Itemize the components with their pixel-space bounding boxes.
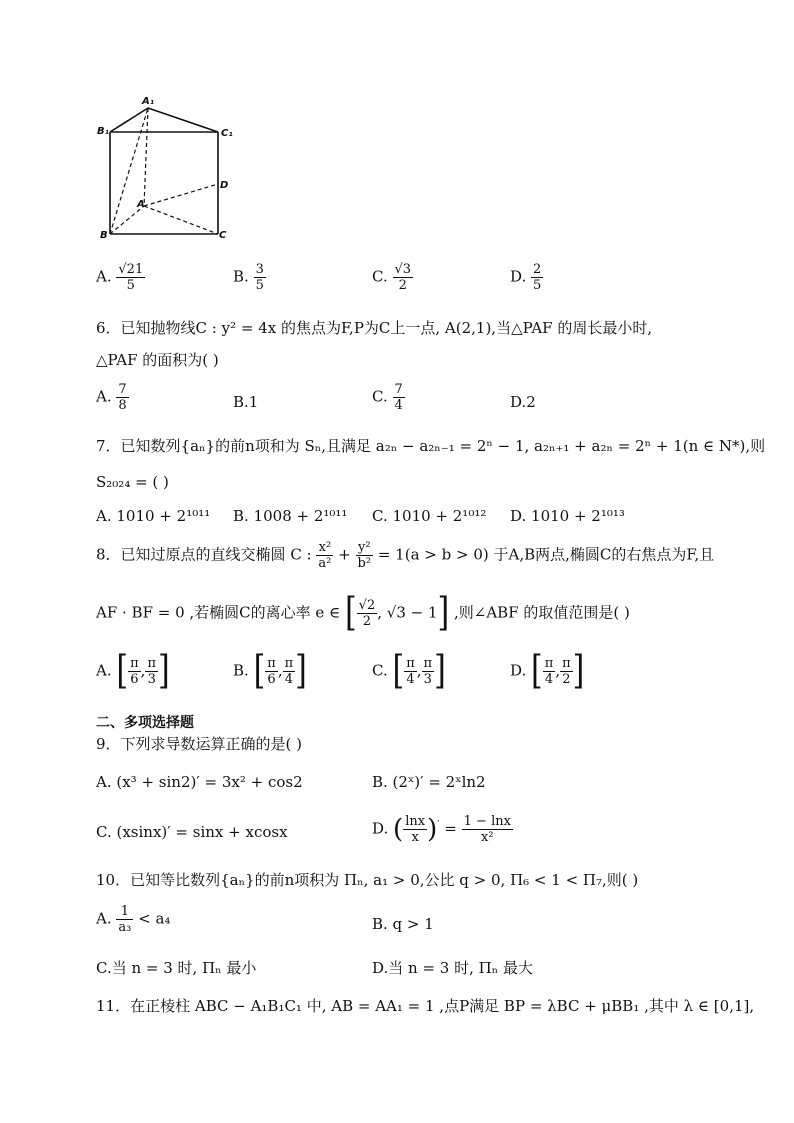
label-c1: C₁ [221, 128, 233, 139]
label-b1: B₁ [97, 126, 110, 137]
q9-option-d: D. ( $\frac{\ln x}{x}$ )′ = $\frac{1 - \ln x}{\text{x²}}$ [372, 814, 511, 845]
q10-option-b: B. q > 1 [372, 915, 434, 933]
q7-stem-line2: S₂₀₂₄ = ( ) [96, 473, 169, 491]
q9-option-a: A. (x³ + sin2)′ = 3x² + cos2 [96, 773, 303, 791]
q10-option-d: D.当 n = 3 时, Πₙ 最大 [372, 959, 533, 977]
q7-option-c: C. 1010 + 2¹⁰¹² [372, 507, 487, 525]
edge-b-a [110, 206, 144, 234]
q9-stem: 9．下列求导数运算正确的是( ) [96, 735, 303, 753]
label-d: D [220, 180, 229, 191]
q5-option-c: C. $\frac{√3}{2}$ [372, 262, 412, 293]
q6-option-d: D.2 [510, 393, 536, 411]
q10-option-a: A. $\frac{1}{\text{a₃}}$ < a₄ [96, 904, 171, 935]
q10-stem: 10．已知等比数列{aₙ}的前n项积为 Πₙ, a₁ > 0,公比 q > 0, Π₆ < 1 < Π₇,则( ) [96, 871, 639, 889]
q6-option-c: C. $\frac{7}{4}$ [372, 382, 403, 413]
q8-stem-line2: AF · BF = 0 ,若椭圆C的离心率 e ∈ [ $\frac{√2}{2}$ , √3 − 1] ,则∠ABF 的取值范围是( ) [96, 590, 630, 636]
q11-stem-line1: 11．在正棱柱 ABC − A₁B₁C₁ 中, AB = AA₁ = 1 ,点P满足 BP = λBC + μBB₁ ,其中 λ ∈ [0,1], [96, 997, 755, 1015]
section-heading-multi-choice: 二、多项选择题 [96, 715, 194, 731]
edge-a1-c1 [148, 108, 218, 132]
edge-a1-a [144, 108, 148, 206]
q5-option-b: B. $\frac{3}{5}$ [233, 262, 264, 293]
edge-a-d [144, 184, 218, 206]
label-c: C [219, 230, 227, 241]
q9-option-b: B. (2ˣ)′ = 2ˣln2 [372, 773, 486, 791]
q10-option-c: C.当 n = 3 时, Πₙ 最小 [96, 959, 257, 977]
q7-option-b: B. 1008 + 2¹⁰¹¹ [233, 507, 348, 525]
q8-option-d: D. [ $\frac{\pi}{4}$ , $\frac{\pi}{2}$ ] [510, 648, 585, 694]
label-a: A [137, 199, 145, 210]
q7-stem-line1: 7．已知数列{aₙ}的前n项和为 Sₙ,且满足 a₂ₙ − a₂ₙ₋₁ = 2ⁿ − 1, a₂ₙ₊₁ + a₂ₙ = 2ⁿ + 1(n ∈ N*),则 [96, 437, 766, 455]
q8-option-b: B. [ $\frac{\pi}{6}$ , $\frac{\pi}{4}$ ] [233, 648, 307, 694]
q6-stem-line2: △PAF 的面积为( ) [96, 351, 219, 369]
q5-option-d: D. $\frac{2}{5}$ [510, 262, 542, 293]
q6-stem-line1: 6．已知抛物线C : y² = 4x 的焦点为F,P为C上一点, A(2,1),当△PAF 的周长最小时, [96, 319, 653, 337]
edge-b1-a1 [110, 108, 148, 132]
q9-option-c: C. (xsinx)′ = sinx + xcosx [96, 823, 288, 841]
q6-option-a: A. $\frac{7}{8}$ [96, 382, 127, 413]
label-b: B [100, 230, 108, 241]
q8-option-c: C. [ $\frac{\pi}{4}$ , $\frac{\pi}{3}$ ] [372, 648, 446, 694]
q7-option-a: A. 1010 + 2¹⁰¹¹ [96, 507, 211, 525]
q7-option-d: D. 1010 + 2¹⁰¹³ [510, 507, 625, 525]
q6-option-b: B.1 [233, 393, 259, 411]
edge-b-a1 [110, 108, 148, 234]
prism-figure [96, 94, 246, 246]
q5-option-a: A. $\frac{√21}{5}$ [96, 262, 144, 293]
edge-a-c [144, 206, 218, 234]
label-a1: A₁ [142, 96, 155, 107]
q8-stem-line1: 8．已知过原点的直线交椭圆 C : $\frac{\text{x²}}{\text{a²}}$ + $\frac{\text{y²}}{\text{b²}}$ = 1(a > b > 0) 于A,B两点,椭圆C的右焦点为F,且 [96, 540, 715, 571]
q8-option-a: A. [ $\frac{\pi}{6}$ , $\frac{\pi}{3}$ ] [96, 648, 170, 694]
